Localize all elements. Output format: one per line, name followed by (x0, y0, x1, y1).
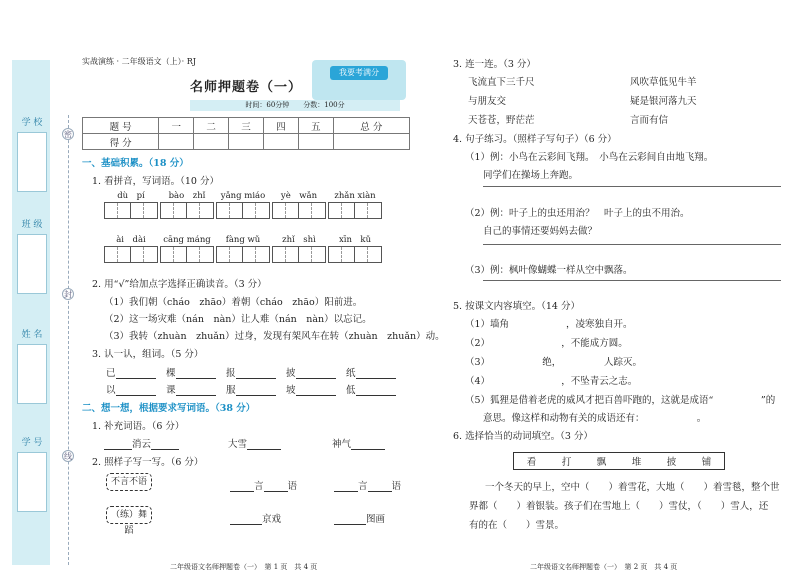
passage-line: 一个冬天的早上，空中（ ）着雪花，大地（ ）着雪毯，整个世 (485, 482, 780, 493)
answer-blank[interactable] (176, 369, 216, 379)
question-8-5b: 意思。像这样和动物有关的成语还有： 。 (483, 413, 707, 424)
question-2-2: （2）这一场灾难（nán nàn）让人难（nán nàn）以忘记。 (104, 314, 372, 325)
school-field[interactable] (17, 132, 47, 192)
answer-blank[interactable] (247, 440, 281, 450)
question-7: 4. 句子练习。（照样子写句子）（6 分） (453, 134, 617, 145)
pinyin-item (272, 190, 326, 219)
pinyin-item (104, 190, 158, 219)
answer-blank[interactable] (230, 482, 254, 492)
answer-blank[interactable] (116, 369, 156, 379)
answer-blank[interactable] (334, 515, 366, 525)
example-box: （练）舞蹈 (106, 506, 152, 524)
passage-line: 界都（ ）着银装。孩子们在雪地上（ ）雪仗，（ ）雪人，还 (469, 501, 769, 512)
pinyin-text: xīn kǔ (338, 235, 372, 245)
pattern-item: 图画 (334, 511, 385, 525)
answer-blank[interactable] (236, 369, 276, 379)
series-line: 实战演练 · 二年级语文（上）· RJ (82, 57, 196, 66)
char: 报 (226, 368, 236, 379)
char-item (106, 365, 156, 379)
question-2-1: （1）我们朝（cháo zhāo）着朝（cháo zhāo）阳前进。 (104, 297, 363, 308)
page-footer: 二年级语文名师押题卷（一） 第 1 页 共 4 页 (170, 563, 318, 571)
pinyin-item (216, 190, 270, 219)
name-field[interactable] (17, 344, 47, 404)
question-8: 5. 按课文内容填空。（14 分） (453, 301, 580, 312)
char-item (226, 365, 276, 379)
id-field[interactable] (17, 452, 47, 512)
question-7-1: （1）例：小鸟在云彩间飞翔。 小鸟在云彩间自由地飞翔。 (465, 152, 714, 163)
score-cell: 总 分 (333, 118, 409, 134)
writing-grid[interactable] (104, 246, 158, 263)
idiom-item (228, 436, 281, 450)
answer-blank[interactable] (230, 515, 262, 525)
answer-blank[interactable] (296, 386, 336, 396)
pinyin-text: cāng máng (163, 235, 211, 245)
char-item (346, 382, 396, 396)
pinyin-item (160, 190, 214, 219)
question-7-1-prompt: 同学们在操场上奔跑。 (483, 170, 579, 181)
score-input[interactable] (333, 134, 409, 150)
score-cell: 得 分 (83, 134, 159, 150)
idiom-text: 大雪 (228, 439, 248, 450)
match-right[interactable]: 言而有信 (630, 115, 669, 126)
char: 已 (106, 368, 116, 379)
writing-grid[interactable] (216, 246, 270, 263)
pinyin-item (160, 234, 214, 263)
pinyin-text: bào zhǐ (168, 191, 206, 201)
question-3: 3. 认一认，组词。（5 分） (92, 349, 204, 360)
score-input[interactable] (298, 134, 333, 150)
banner-text: 我要考满分 (330, 66, 388, 80)
pinyin-item (272, 234, 326, 263)
pattern-item: 言 语 (334, 478, 401, 492)
answer-blank[interactable] (351, 440, 385, 450)
section-heading: 一、基础积累。（18 分） (82, 158, 189, 169)
answer-blank[interactable] (368, 482, 392, 492)
char-item (286, 365, 336, 379)
answer-blank[interactable] (151, 440, 179, 450)
seal-line (68, 115, 69, 565)
word: 看 (526, 457, 537, 468)
answer-blank[interactable] (176, 386, 216, 396)
question-2: 2. 用“√”给加点字选择正确读音。（3 分） (92, 279, 267, 290)
score-input[interactable] (194, 134, 229, 150)
page-footer: 二年级语文名师押题卷（一） 第 2 页 共 4 页 (530, 563, 678, 571)
score-cell: 一 (159, 118, 194, 134)
class-field[interactable] (17, 234, 47, 294)
char: 坡 (286, 385, 296, 396)
char: 棵 (166, 368, 176, 379)
pinyin-text: ài dài (116, 235, 146, 245)
question-7-3: （3）例：枫叶像蝴蝶一样从空中飘落。 (465, 265, 633, 276)
example-box: 不言不语 (106, 473, 152, 491)
match-left[interactable]: 飞流直下三千尺 (468, 77, 535, 88)
char: 以 (106, 385, 116, 396)
pinyin-item (328, 234, 382, 263)
pinyin-text: zhǎn xiàn (334, 191, 376, 201)
idiom-text: 消云 (132, 439, 152, 450)
name-label: 姓 名 (21, 330, 43, 340)
answer-blank[interactable] (356, 369, 396, 379)
exam-info: 时间：60分钟 分数：100分 (190, 100, 400, 111)
char-item (286, 382, 336, 396)
seal-char: 封 (64, 290, 72, 299)
char-item (346, 365, 396, 379)
score-input[interactable] (159, 134, 194, 150)
answer-line[interactable] (483, 244, 781, 245)
writing-grid[interactable] (272, 246, 326, 263)
idiom-item (104, 436, 179, 450)
score-table (82, 117, 410, 150)
match-left[interactable]: 与朋友交 (468, 96, 507, 107)
question-9: 6. 选择恰当的动词填空。（3 分） (453, 431, 593, 442)
idiom-item (332, 436, 385, 450)
question-6: 3. 连一连。（3 分） (453, 59, 536, 70)
word-bank (513, 452, 725, 470)
seal-char: 线 (64, 452, 72, 461)
char-item (106, 382, 156, 396)
writing-grid[interactable] (328, 202, 382, 219)
char-item (226, 382, 276, 396)
question-2-3: （3）我转（zhuàn zhuǎn）过身，发现有架风车在转（zhuàn zhuǎn）动。 (104, 331, 445, 342)
match-right[interactable]: 风吹草低见牛羊 (630, 77, 697, 88)
question-7-2: （2）例：叶子上的虫还用治？ 叶子上的虫不用治。 (465, 208, 690, 219)
pinyin-text: fàng wǔ (225, 235, 261, 245)
writing-grid[interactable] (160, 202, 214, 219)
score-input[interactable] (263, 134, 298, 150)
answer-line[interactable] (483, 186, 781, 187)
pinyin-text: dù pí (117, 191, 145, 201)
pinyin-item (216, 234, 270, 263)
pinyin-text: yè wǎn (280, 191, 318, 201)
page-title: 名师押题卷（一） (190, 80, 303, 95)
question-8-1: （1）墙角 ，凌寒独自开。 (465, 319, 633, 330)
question-4: 1. 补充词语。（6 分） (92, 421, 185, 432)
match-right[interactable]: 疑是银河落九天 (630, 96, 697, 107)
word: 打 (561, 457, 572, 468)
pattern-item: 京戏 (230, 511, 281, 525)
pinyin-text: zhǐ shì (282, 235, 316, 245)
idiom-text: 神气 (332, 439, 352, 450)
word: 披 (666, 457, 677, 468)
question-8-3: （3） 绝， 人踪灭。 (465, 357, 643, 368)
char: 纸 (346, 368, 356, 379)
answer-line[interactable] (483, 280, 781, 281)
score-cell: 题 号 (83, 118, 159, 134)
word: 飘 (596, 457, 607, 468)
section-heading: 二、想一想，根据要求写词语。（38 分） (82, 403, 256, 414)
score-cell: 二 (194, 118, 229, 134)
passage-line: 有的在（ ）雪景。 (469, 520, 565, 531)
question-1: 1. 看拼音，写词语。（10 分） (92, 176, 219, 187)
pinyin-text: yǎng miáo (220, 191, 266, 201)
char: 低 (346, 385, 356, 396)
question-7-2-prompt: 自己的事情还要妈妈去做？ (483, 226, 598, 237)
word: 堆 (631, 457, 642, 468)
question-8-2: （2） ，不能成方圆。 (465, 338, 628, 349)
seal-char: 密 (64, 130, 72, 139)
score-cell: 五 (298, 118, 333, 134)
char: 课 (166, 385, 176, 396)
char: 服 (226, 385, 236, 396)
class-label: 班 级 (21, 220, 43, 230)
score-cell: 三 (229, 118, 264, 134)
char-item (166, 382, 216, 396)
id-label: 学 号 (21, 438, 43, 448)
question-8-5: （5）狐狸是借着老虎的威风才把百兽吓跑的，这就是成语“ ”的 (465, 395, 776, 406)
pinyin-item (328, 190, 382, 219)
school-label: 学 校 (21, 118, 43, 128)
char: 披 (286, 368, 296, 379)
writing-grid[interactable] (104, 202, 158, 219)
question-8-4: （4） ，不坠青云之志。 (465, 376, 638, 387)
writing-grid[interactable] (160, 246, 214, 263)
score-input[interactable] (229, 134, 264, 150)
answer-blank[interactable] (104, 440, 132, 450)
answer-blank[interactable] (296, 369, 336, 379)
pattern-item: 言 语 (230, 478, 297, 492)
pinyin-item (104, 234, 158, 263)
score-cell: 四 (263, 118, 298, 134)
word: 铺 (701, 457, 712, 468)
match-left[interactable]: 天苍苍，野茫茫 (468, 115, 535, 126)
answer-blank[interactable] (116, 386, 156, 396)
writing-grid[interactable] (272, 202, 326, 219)
writing-grid[interactable] (216, 202, 270, 219)
writing-grid[interactable] (328, 246, 382, 263)
char-item (166, 365, 216, 379)
answer-blank[interactable] (236, 386, 276, 396)
answer-blank[interactable] (334, 482, 358, 492)
answer-blank[interactable] (264, 482, 288, 492)
question-5: 2. 照样子写一写。（6 分） (92, 457, 204, 468)
answer-blank[interactable] (356, 386, 396, 396)
